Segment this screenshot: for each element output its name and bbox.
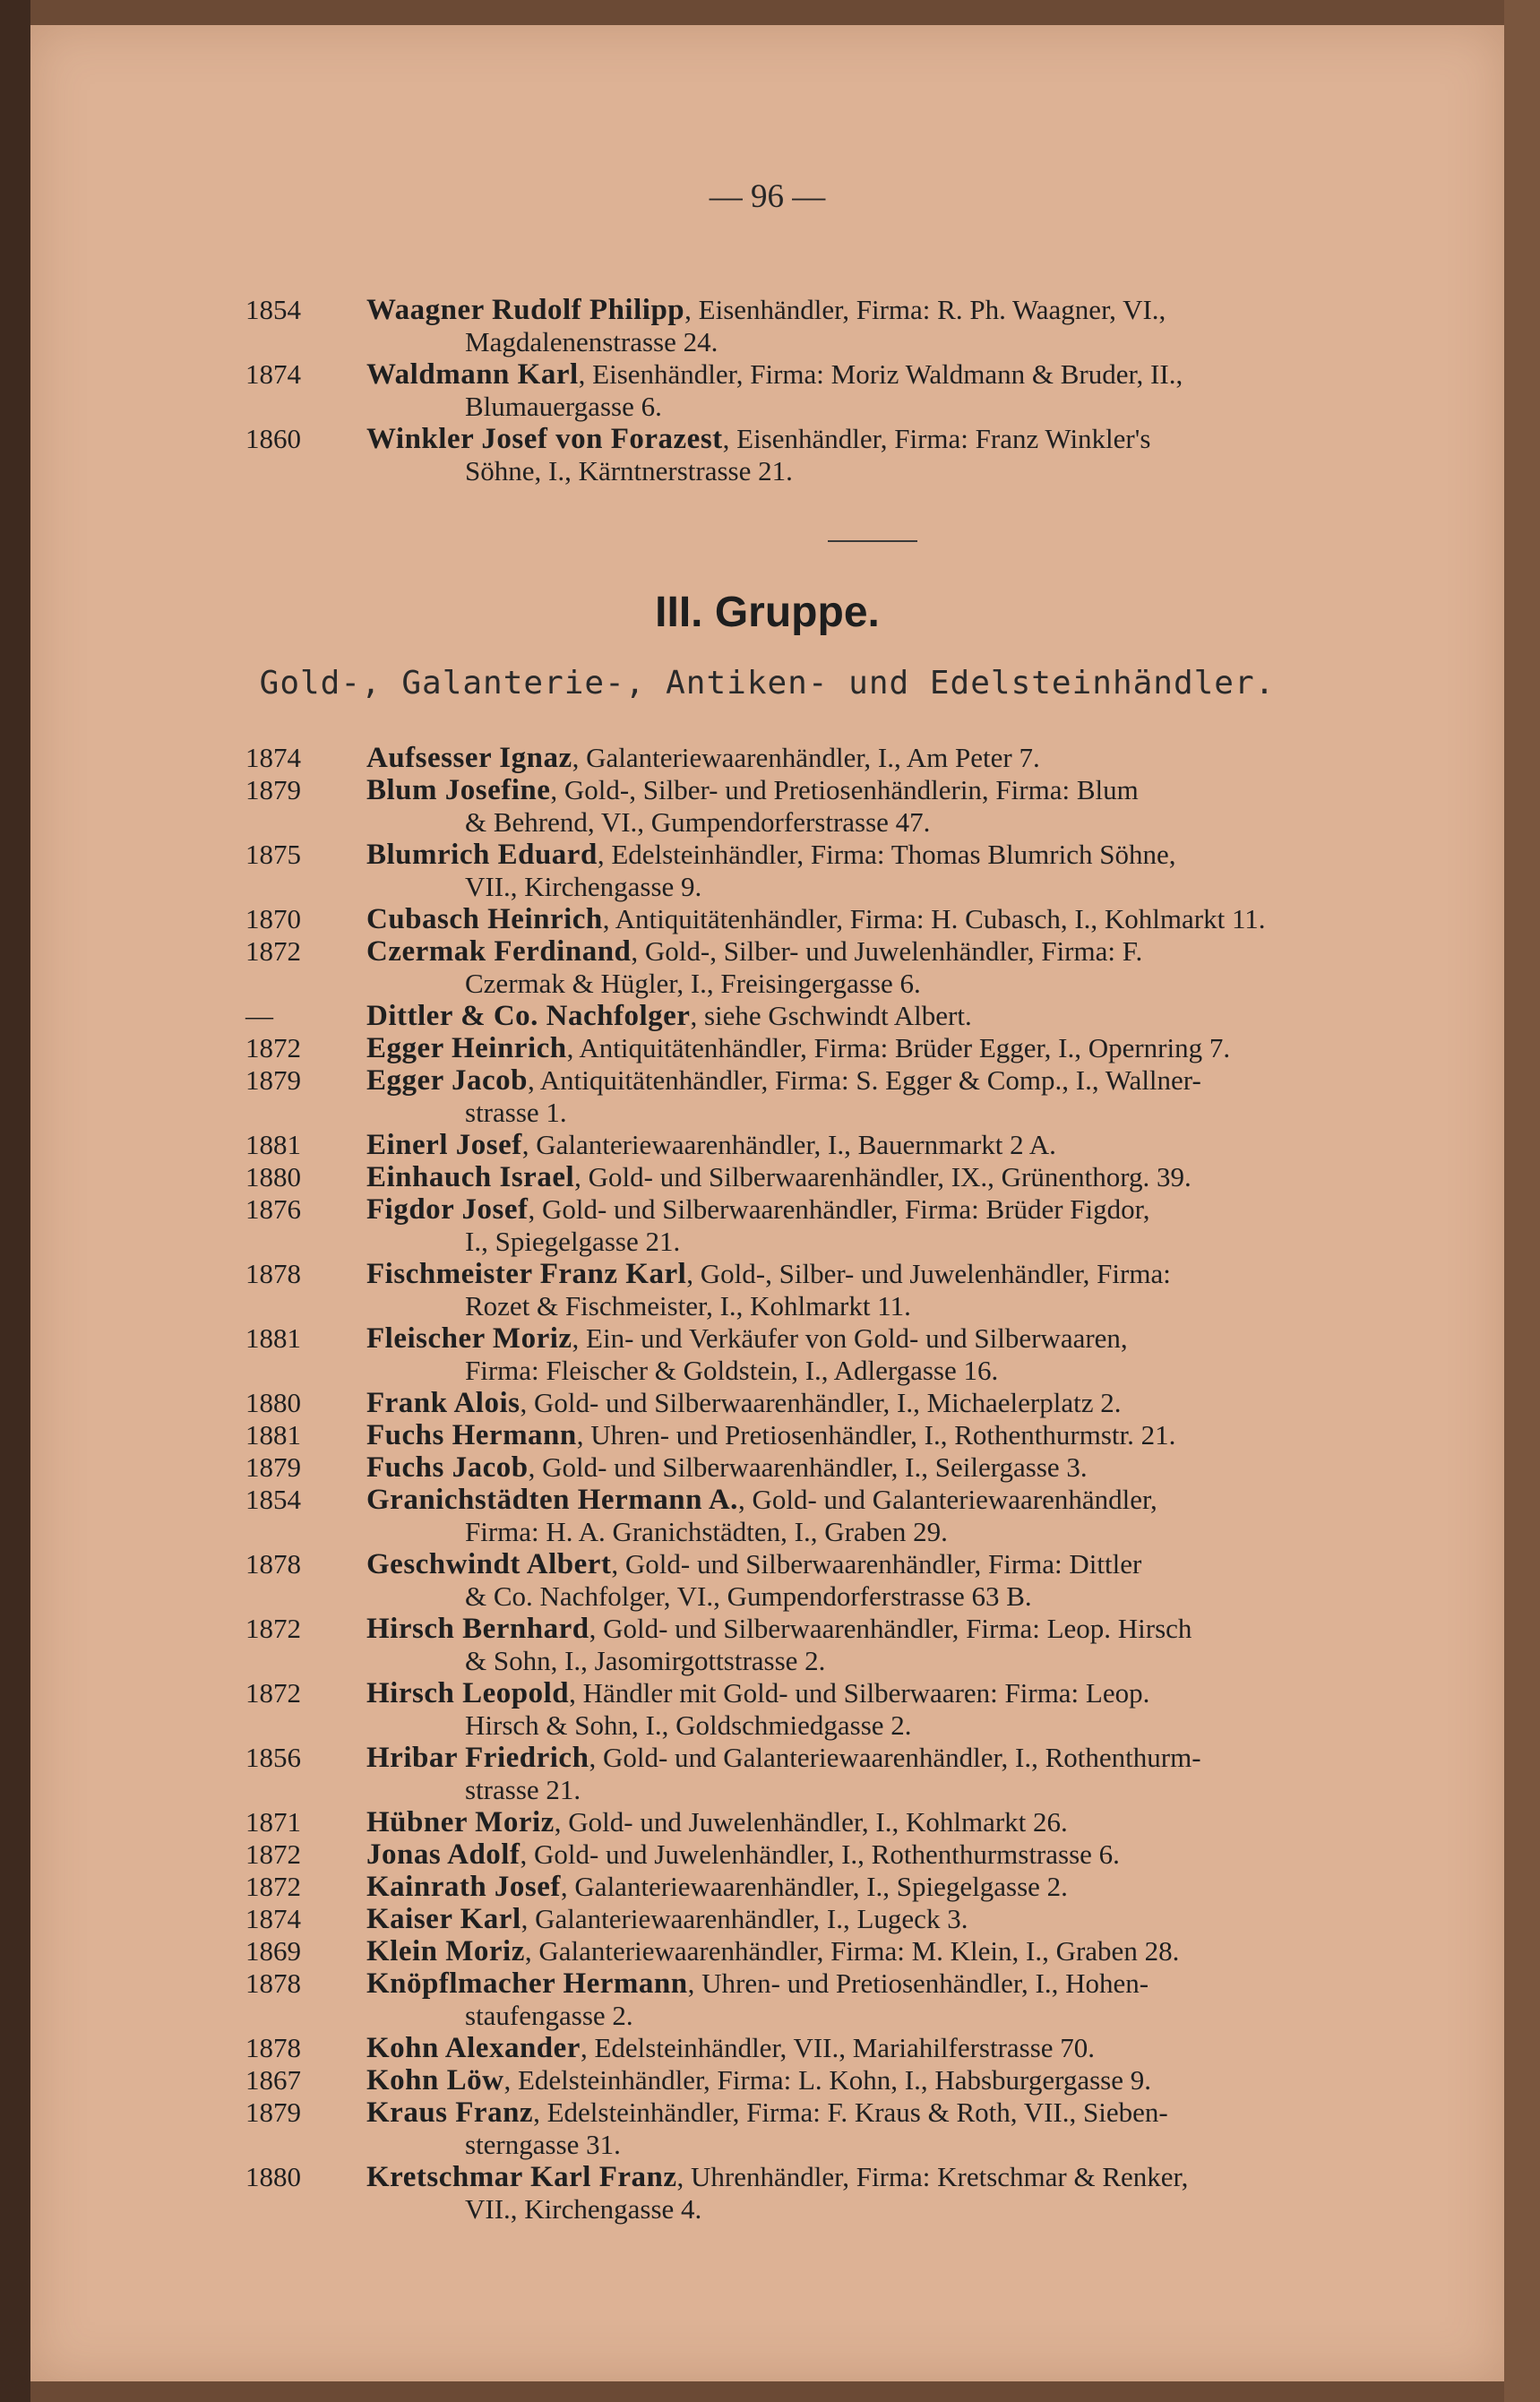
entry-year: 1871: [245, 1806, 301, 1838]
entry-name: Kraus Franz: [366, 2096, 534, 2129]
entry-name: Cubasch Heinrich: [366, 903, 603, 935]
entry-name: Waldmann Karl: [366, 358, 579, 391]
entry-year: 1879: [245, 2096, 301, 2128]
directory-entry: [245, 1903, 1446, 1935]
entry-description: , Galanteriewaarenhändler, I., Bauernmarkt 2 A.: [521, 1129, 1056, 1160]
entry-description: , Gold- und Silberwaarenhändler, Firma: Dittler: [611, 1548, 1142, 1580]
entry-continuation: VII., Kirchengasse 9.: [465, 871, 702, 902]
directory-entry: [245, 1806, 1446, 1838]
entry-description: , Gold- und Galanteriewaarenhändler, I., Rothenthurm-: [589, 1742, 1201, 1773]
entry-continuation: Firma: Fleischer & Goldstein, I., Adlergasse 16.: [465, 1355, 999, 1386]
entry-name: Egger Jacob: [366, 1064, 528, 1097]
entry-continuation: VII., Kirchengasse 4.: [465, 2193, 702, 2225]
entry-year: 1881: [245, 1129, 301, 1160]
page-number: — 96 —: [709, 178, 826, 215]
entry-continuation: Rozet & Fischmeister, I., Kohlmarkt 11.: [465, 1290, 911, 1322]
entry-description: , Gold- und Galanteriewaarenhändler,: [737, 1484, 1157, 1515]
entry-name: Kohn Löw: [366, 2064, 504, 2096]
entry-year: 1874: [245, 358, 301, 390]
entry-description: , Antiquitätenhändler, Firma: S. Egger & Comp., I., Wallner-: [527, 1064, 1201, 1096]
entry-year: 1878: [245, 1258, 301, 1289]
section-divider: [828, 540, 917, 542]
entry-description: , Eisenhändler, Firma: Moriz Waldmann & Bruder, II.,: [578, 358, 1183, 390]
entry-name: Fuchs Jacob: [366, 1451, 529, 1484]
entry-name: Hübner Moriz: [366, 1806, 555, 1838]
entry-continuation: Firma: H. A. Granichstädten, I., Graben 29.: [465, 1516, 948, 1547]
entry-year: 1878: [245, 1548, 301, 1580]
entry-description: , Gold- und Juwelenhändler, I., Rothenthurmstrasse 6.: [520, 1838, 1120, 1870]
entry-continuation: Blumauergasse 6.: [465, 391, 662, 422]
page-edge: [1504, 0, 1540, 2402]
group-subtitle: Gold-, Galanterie-, Antiken- und Edelsteinhändler.: [259, 665, 1276, 702]
directory-entry: [245, 1193, 1446, 1258]
entry-year: 1876: [245, 1193, 301, 1225]
entry-continuation: Czermak & Hügler, I., Freisingergasse 6.: [465, 968, 921, 999]
directory-entry: [245, 1967, 1446, 2032]
document-page: [30, 25, 1504, 2381]
entry-year: 1879: [245, 774, 301, 805]
entry-continuation: Hirsch & Sohn, I., Goldschmiedgasse 2.: [465, 1709, 912, 1741]
entry-name: Frank Alois: [366, 1387, 521, 1419]
entry-year: 1874: [245, 742, 301, 773]
entry-year: 1875: [245, 839, 301, 870]
entry-description: , Gold-, Silber- und Pretiosenhändlerin, Firma: Blum: [550, 774, 1139, 805]
directory-entry: [245, 742, 1446, 774]
entry-name: Kohn Alexander: [366, 2032, 581, 2064]
directory-entry: [245, 1258, 1446, 1322]
entry-year: 1872: [245, 935, 301, 967]
entry-name: Hribar Friedrich: [366, 1742, 589, 1774]
entry-year: 1854: [245, 1484, 301, 1515]
entry-year: 1880: [245, 1161, 301, 1192]
entry-description: , Gold- und Silberwaarenhändler, I., Seilergasse 3.: [528, 1451, 1088, 1483]
directory-entry: [245, 1161, 1446, 1193]
entry-name: Jonas Adolf: [366, 1838, 521, 1871]
directory-entry: [245, 1387, 1446, 1419]
entry-name: Kaiser Karl: [366, 1903, 521, 1935]
entry-name: Blumrich Eduard: [366, 839, 598, 871]
entry-description: , Gold- und Silberwaarenhändler, I., Michaelerplatz 2.: [520, 1387, 1122, 1418]
entry-name: Winkler Josef von Forazest: [366, 423, 723, 455]
entry-continuation: strasse 1.: [465, 1097, 567, 1128]
book-spine: [0, 0, 30, 2402]
directory-entry: [245, 1935, 1446, 1967]
entry-year: 1872: [245, 1838, 301, 1870]
entry-description: , Galanteriewaarenhändler, I., Spiegelgasse 2.: [560, 1871, 1068, 1902]
entry-year: 1878: [245, 1967, 301, 1999]
entry-year: 1869: [245, 1935, 301, 1967]
entry-description: , Edelsteinhändler, Firma: L. Kohn, I., Habsburgergasse 9.: [503, 2064, 1151, 2096]
entry-name: Blum Josefine: [366, 774, 551, 806]
directory-entry: [245, 935, 1446, 1000]
directory-entry: [245, 1548, 1446, 1613]
directory-entry: [245, 1032, 1446, 1064]
entry-name: Fischmeister Franz Karl: [366, 1258, 687, 1290]
entry-year: 1881: [245, 1419, 301, 1451]
entry-name: Geschwindt Albert: [366, 1548, 612, 1580]
entry-description: , Ein- und Verkäufer von Gold- und Silberwaaren,: [572, 1322, 1128, 1354]
entry-continuation: Söhne, I., Kärntnerstrasse 21.: [465, 455, 793, 486]
entry-continuation: & Behrend, VI., Gumpendorferstrasse 47.: [465, 806, 931, 838]
entry-description: , siehe Gschwindt Albert.: [690, 1000, 972, 1031]
entry-description: , Edelsteinhändler, VII., Mariahilferstrasse 70.: [580, 2032, 1096, 2063]
entry-continuation: & Sohn, I., Jasomirgottstrasse 2.: [465, 1645, 826, 1676]
entry-description: , Eisenhändler, Firma: R. Ph. Waagner, VI.,: [684, 294, 1166, 325]
entry-description: , Antiquitätenhändler, Firma: Brüder Egger, I., Opernring 7.: [566, 1032, 1231, 1063]
entry-description: , Uhren- und Pretiosenhändler, I., Hohen-: [687, 1967, 1149, 1999]
entry-description: , Gold-, Silber- und Juwelenhändler, Firma: F.: [631, 935, 1143, 967]
entry-description: , Uhrenhändler, Firma: Kretschmar & Renker,: [676, 2161, 1189, 2192]
directory-entry: [245, 903, 1446, 935]
entry-name: Fleischer Moriz: [366, 1322, 572, 1355]
directory-entry: [245, 2096, 1446, 2161]
entry-year: 1856: [245, 1742, 301, 1773]
entry-description: , Antiquitätenhändler, Firma: H. Cubasch, I., Kohlmarkt 11.: [602, 903, 1266, 934]
entry-name: Figdor Josef: [366, 1193, 529, 1226]
entry-description: , Edelsteinhändler, Firma: Thomas Blumrich Söhne,: [597, 839, 1176, 870]
entry-name: Hirsch Bernhard: [366, 1613, 589, 1645]
entry-continuation: staufengasse 2.: [465, 2000, 633, 2031]
entry-name: Knöpflmacher Hermann: [366, 1967, 688, 2000]
directory-entry: [245, 1451, 1446, 1484]
entry-year: 1874: [245, 1903, 301, 1934]
entries-top: [245, 294, 1446, 487]
entry-year: 1872: [245, 1871, 301, 1902]
entry-description: , Galanteriewaarenhändler, I., Am Peter 7.: [572, 742, 1040, 773]
entry-name: Einhauch Israel: [366, 1161, 575, 1193]
directory-entry: [245, 774, 1446, 839]
entry-year: 1860: [245, 423, 301, 454]
directory-entry: [245, 2064, 1446, 2096]
entry-description: , Galanteriewaarenhändler, I., Lugeck 3.: [521, 1903, 968, 1934]
entry-year: 1879: [245, 1064, 301, 1096]
entry-year: 1870: [245, 903, 301, 934]
entry-year: 1880: [245, 2161, 301, 2192]
entry-description: , Gold- und Silberwaarenhändler, Firma: Brüder Figdor,: [528, 1193, 1150, 1225]
entry-description: , Eisenhändler, Firma: Franz Winkler's: [722, 423, 1151, 454]
entry-year: 1867: [245, 2064, 301, 2096]
entry-name: Fuchs Hermann: [366, 1419, 577, 1451]
entry-name: Hirsch Leopold: [366, 1677, 570, 1709]
entry-name: Klein Moriz: [366, 1935, 525, 1967]
directory-entry: [245, 1838, 1446, 1871]
entry-description: , Gold- und Silberwaarenhändler, Firma: Leop. Hirsch: [589, 1613, 1192, 1644]
entry-continuation: I., Spiegelgasse 21.: [465, 1226, 681, 1257]
directory-entry: [245, 294, 1446, 358]
entry-description: , Gold-, Silber- und Juwelenhändler, Firma:: [686, 1258, 1171, 1289]
entries-main: [245, 742, 1446, 2226]
directory-entry: [245, 839, 1446, 903]
group-title: III. Gruppe.: [655, 589, 880, 636]
entry-year: 1872: [245, 1613, 301, 1644]
entry-name: Czermak Ferdinand: [366, 935, 632, 968]
entry-name: Waagner Rudolf Philipp: [366, 294, 685, 326]
entry-name: Egger Heinrich: [366, 1032, 567, 1064]
entry-continuation: sterngasse 31.: [465, 2129, 621, 2160]
entry-name: Kainrath Josef: [366, 1871, 561, 1903]
entry-continuation: Magdalenenstrasse 24.: [465, 326, 718, 357]
entry-year: 1880: [245, 1387, 301, 1418]
entry-description: , Händler mit Gold- und Silberwaaren: Firma: Leop.: [569, 1677, 1150, 1709]
directory-entry: [245, 1000, 1446, 1032]
directory-entry: [245, 1677, 1446, 1742]
entry-name: Granichstädten Hermann A.: [366, 1484, 738, 1516]
directory-entry: [245, 1064, 1446, 1129]
entry-description: , Gold- und Juwelenhändler, I., Kohlmarkt 26.: [554, 1806, 1068, 1838]
directory-entry: [245, 1484, 1446, 1548]
directory-entry: [245, 1871, 1446, 1903]
directory-entry: [245, 358, 1446, 423]
entry-year: 1878: [245, 2032, 301, 2063]
entry-continuation: & Co. Nachfolger, VI., Gumpendorferstrasse 63 B.: [465, 1580, 1032, 1612]
entry-year: 1879: [245, 1451, 301, 1483]
entry-description: , Uhren- und Pretiosenhändler, I., Rothenthurmstr. 21.: [576, 1419, 1176, 1451]
entry-year: —: [245, 1000, 273, 1031]
entry-name: Kretschmar Karl Franz: [366, 2161, 677, 2193]
entry-year: 1854: [245, 294, 301, 325]
directory-entry: [245, 1129, 1446, 1161]
directory-entry: [245, 1322, 1446, 1387]
entry-description: , Gold- und Silberwaarenhändler, IX., Grünenthorg. 39.: [574, 1161, 1192, 1192]
entry-name: Aufsesser Ignaz: [366, 742, 572, 774]
directory-entry: [245, 423, 1446, 487]
directory-entry: [245, 1419, 1446, 1451]
entry-year: 1872: [245, 1677, 301, 1709]
directory-entry: [245, 2032, 1446, 2064]
entry-name: Dittler & Co. Nachfolger: [366, 1000, 691, 1032]
directory-entry: [245, 2161, 1446, 2226]
entry-year: 1881: [245, 1322, 301, 1354]
directory-entry: [245, 1613, 1446, 1677]
entry-name: Einerl Josef: [366, 1129, 522, 1161]
entry-description: , Galanteriewaarenhändler, Firma: M. Klein, I., Graben 28.: [524, 1935, 1180, 1967]
entry-description: , Edelsteinhändler, Firma: F. Kraus & Roth, VII., Sieben-: [533, 2096, 1168, 2128]
entry-year: 1872: [245, 1032, 301, 1063]
directory-entry: [245, 1742, 1446, 1806]
entry-continuation: strasse 21.: [465, 1774, 581, 1805]
